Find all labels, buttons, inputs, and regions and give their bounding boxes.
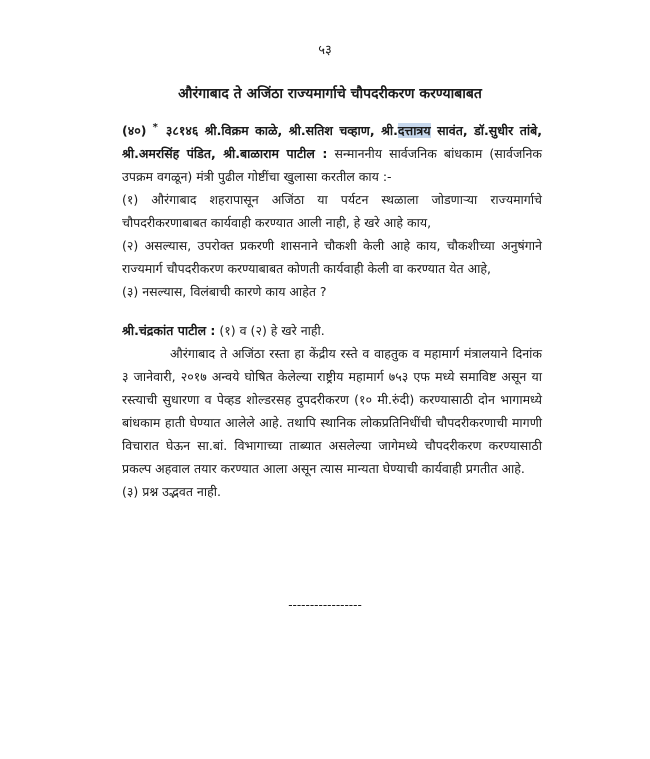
- highlighted-member-name: दत्तात्रय: [397, 123, 431, 139]
- question-header: [122, 116, 542, 188]
- answering-minister: श्री.चंद्रकांत पाटील :: [122, 323, 216, 339]
- question-number: ३८१४६: [165, 123, 199, 139]
- question-serial: (४०): [122, 123, 147, 139]
- document-body: [122, 116, 542, 503]
- page-number: ५३: [318, 43, 332, 58]
- question-item-2: (२) असल्यास, उपरोक्त प्रकरणी शासनाने चौकशी केली आहे काय, चौकशीच्या अनुषंगाने राज्यमार्ग चौपदरीकरण करण्याबाबत कोणती कार्यवाही केली वा करण्यात येत आहे,: [122, 238, 542, 277]
- answer-part-1-2: (१) व (२) हे खरे नाही.: [215, 323, 325, 339]
- question-item-1: (१) औरंगाबाद शहरापासून अजिंठा या पर्यटन स्थळाला जोडणाऱ्या राज्यमार्गाचे चौपदरीकरणाबाबत कार्यवाही करण्यात आली नाही, हे खरे आहे काय,: [122, 192, 542, 231]
- question-addressee: सन्माननीय सार्वजनिक बांधकाम (सार्वजनिक उपक्रम वगळून) मंत्री पुढील गोष्टींचा खुलासा करतील काय :-: [122, 146, 542, 185]
- members-list-part-b: सावंत, डॉ.सुधीर तांबे, श्री.अमरसिंह पंडित, श्री.बाळाराम पाटील :: [122, 123, 542, 162]
- members-list-part-a: श्री.विक्रम काळे, श्री.सतिश चव्हाण, श्री.: [204, 123, 398, 139]
- question-item-3: (३) नसल्यास, विलंबाची कारणे काय आहेत ?: [122, 284, 327, 300]
- answer-part-3: (३) प्रश्न उद्भवत नाही.: [122, 484, 221, 500]
- end-separator: -----------------: [288, 598, 362, 612]
- answer-paragraph: औरंगाबाद ते अजिंठा रस्ता हा केंद्रीय रस्ते व वाहतुक व महामार्ग मंत्रालयाने दिनांक ३ जानेवारी, २०१७ अन्वये घोषित केलेल्या राष्ट्रीय महामार्ग ७५३ एफ मध्ये समाविष्ट असून या रस्त्याची सुधारणा व पेव्हड शोल्डरसह दुपदरीकरण (१० मी.रुंदी) करण्यासाठी दोन भागामध्ये बांधकाम हाती घेण्यात आलेले आहे. तथापि स्थानिक लोकप्रतिनिधींची चौपदरीकरणाची मागणी विचारात घेऊन सा.बां. विभागाच्या ताब्यात असलेल्या जागेमध्ये चौपदरीकरण करण्यासाठी प्रकल्प अहवाल तयार करण्यात आला असून त्यास मान्यता घेण्याची कार्यवाही प्रगतीत आहे.: [122, 346, 542, 477]
- answer-first-line: [122, 319, 542, 342]
- document-title: औरंगाबाद ते अजिंठा राज्यमार्गाचे चौपदरीकरण करण्याबाबत: [178, 86, 482, 102]
- starred-question-marker: *: [152, 122, 158, 133]
